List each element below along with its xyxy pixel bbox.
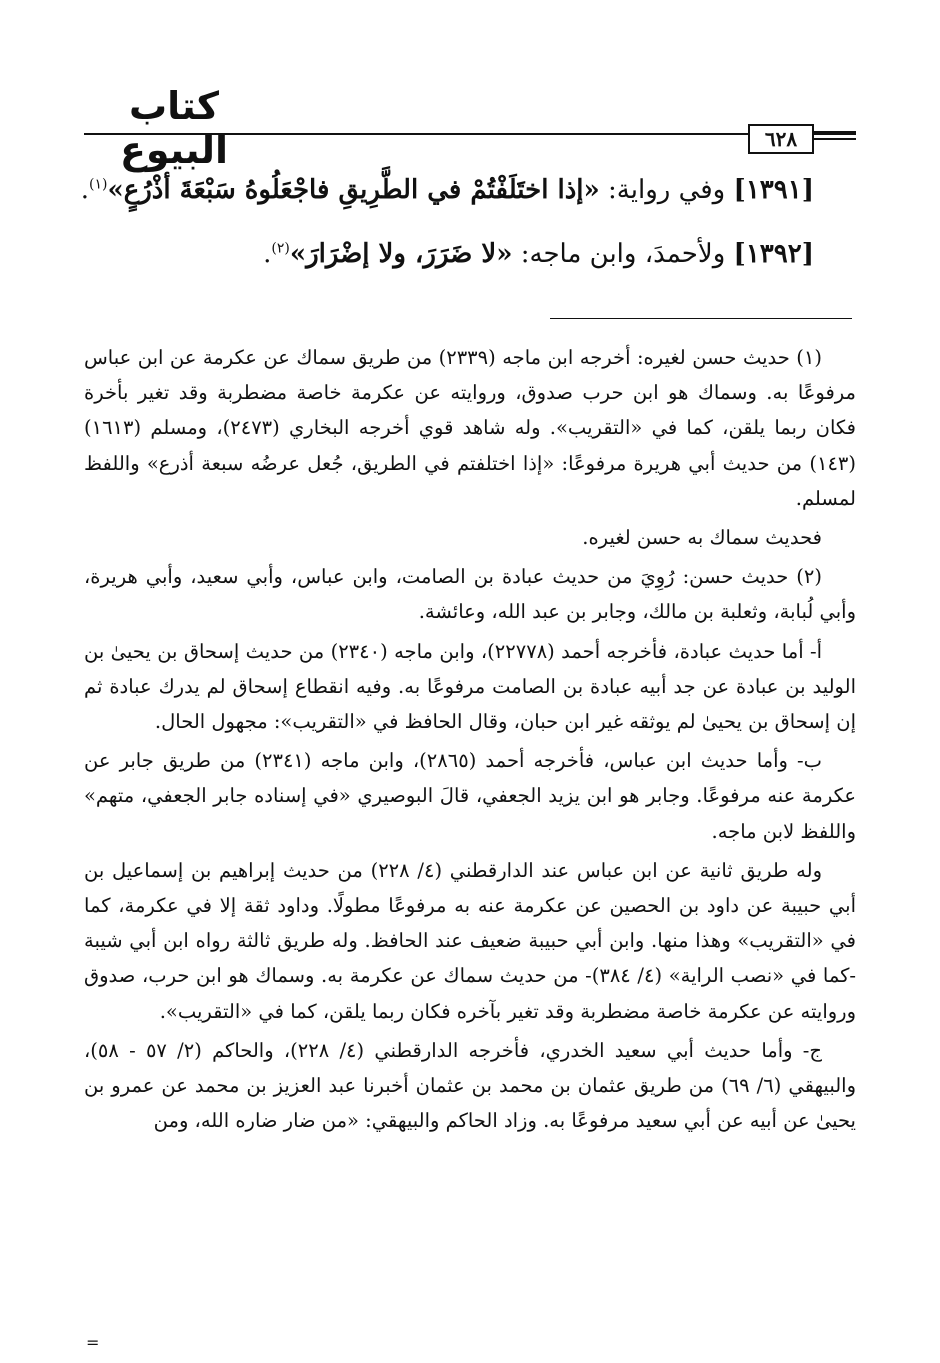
running-head-title: كتاب البيوع <box>119 84 229 172</box>
hadith-intro: وفي رواية: <box>599 175 734 205</box>
hadith-intro: ولأحمدَ، وابن ماجه: <box>512 239 734 269</box>
footnotes <box>84 340 856 1138</box>
page-number: ٦٢٨ <box>748 124 814 154</box>
footnote-2-part-a: أ- أما حديث عبادة، فأخرجه أحمد (٢٢٧٧٨)، وابن ماجه (٢٣٤٠) من حديث إسحاق بن يحيىٰ بن الوليد بن عبادة عن جد أبيه عبادة بن الصامت مرفوعًا به. وفيه انقطاع إسحاق لم يدرك عبادة ثم إن إسحاق بن يحيىٰ لم يوثقه غير ابن حبان، وقال الحافظ في «التقريب»: مجهول الحال. <box>84 639 856 734</box>
hadith-1391 <box>80 172 814 208</box>
footnote-2: (٢) حديث حسن: رُوِيَ من حديث عبادة بن الصامت، وابن عباس، وأبي سعيد، وأبي هريرة، وأبي لُبابة، وثعلبة بن مالك، وجابر بن عبد الله، وعائشة. <box>84 565 856 624</box>
footnote-separator <box>550 318 852 319</box>
footnote-ref: (٢) <box>271 240 290 257</box>
footnote-1-conclusion: فحديث سماك به حسن لغيره. <box>582 526 822 550</box>
continuation-mark: = <box>86 1333 100 1352</box>
hadith-1392 <box>120 236 814 272</box>
hadith-end: . <box>80 175 89 205</box>
footnote-2-part-c: ج- وأما حديث أبي سعيد الخدري، فأخرجه الدارقطني (٤/ ٢٢٨)، والحاكم (٢/ ٥٧ - ٥٨)، والبيهقي (٦/ ٦٩) من طريق عثمان بن محمد بن عثمان أخبرنا عبد العزيز بن محمد عن عمرو بن يحيىٰ عن أبيه عن أبي سعيد مرفوعًا به. وزاد الحاكم والبيهقي: «من ضار ضاره الله، ومن <box>84 1038 856 1133</box>
footnote-1: (١) حديث حسن لغيره: أخرجه ابن ماجه (٢٣٣٩) من طريق سماك عن عكرمة عن ابن عباس مرفوعًا به. وسماك هو ابن حرب صدوق، وروايته عن عكرمة خاصة مضطربة وقد تغير بأخرة فكان ربما يلقن، كما في «التقريب». وله شاهد قوي أخرجه البخاري (٢٤٧٣)، ومسلم (١٦١٣) (١٤٣) من حديث أبي هريرة مرفوعًا: «إذا اختلفتم في الطريق، جُعل عرضُه سبعة أذرع» واللفظ لمسلم. <box>84 346 856 510</box>
hadith-number: [١٣٩١] <box>733 175 814 205</box>
header-rule <box>84 133 856 135</box>
hadith-end: . <box>263 239 272 269</box>
footnote-2-part-b-cont: وله طريق ثانية عن ابن عباس عند الدارقطني (٤/ ٢٢٨) من حديث إبراهيم بن إسماعيل بن أبي حبيبة عن داود بن الحصين عن عكرمة عنه به مرفوعًا مطولًا. وداود ثقة إلا في عكرمة، كما في «التقريب» وهذا منها. وابن أبي حبيبة ضعيف عند الحافظ. وله طريق ثالثة رواه ابن أبي شيبة -كما في «نصب الراية» (٤/ ٣٨٤)- من حديث سماك عن عكرمة به. وسماك هو ابن حرب، صدوق وروايته عن عكرمة خاصة مضطربة وقد تغير بآخره فكان ربما يلقن، كما في «التقريب». <box>84 858 856 1023</box>
footnote-2-part-b: ب- وأما حديث ابن عباس، فأخرجه أحمد (٢٨٦٥)، وابن ماجه (٢٣٤١) من طريق جابر عن عكرمة عنه مرفوعًا. وجابر هو ابن يزيد الجعفي، قالَ البوصيري «في إسناده جابر الجعفي، متهم» واللفظ لابن ماجه. <box>84 749 856 843</box>
hadith-text: «لا ضَرَرَ، ولا إضْرَارَ» <box>289 239 513 269</box>
hadith-text: «إذا اختَلَفْتُمْ في الطَّرِيقِ فاجْعَلُوهُ سَبْعَةَ أذْرُعٍ» <box>107 175 600 205</box>
header-rule-ornament <box>812 131 856 140</box>
hadith-number: [١٣٩٢] <box>733 239 814 269</box>
footnote-ref: (١) <box>88 176 108 193</box>
